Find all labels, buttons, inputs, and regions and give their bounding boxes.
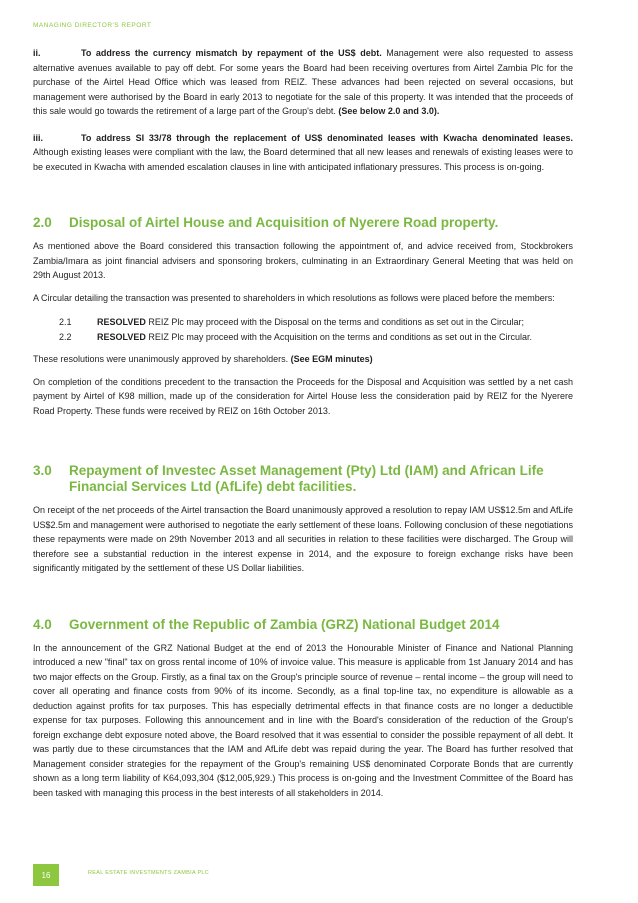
section-2-p3-text: These resolutions were unanimously approved by shareholders.: [33, 354, 291, 364]
item-iii-heading: To address SI 33/78 through the replacement of US$ denominated leases with Kwacha denominated leases.: [81, 132, 573, 143]
resolution-number: 2.1: [59, 317, 72, 327]
item-ii-heading: To address the currency mismatch by repayment of the US$ debt.: [81, 48, 382, 58]
item-ii-paragraph: [33, 46, 573, 119]
resolution-body: REIZ Plc may proceed with the Disposal on the terms and conditions as set out in the Circular;: [145, 317, 525, 327]
resolution-number: 2.2: [59, 331, 72, 342]
running-header: MANAGING DIRECTOR'S REPORT: [33, 22, 152, 29]
section-2-paragraph-3: [33, 352, 573, 367]
item-ii-label: ii.: [33, 48, 41, 58]
resolution-item: [59, 330, 573, 345]
section-4-paragraph-1: In the announcement of the GRZ National Budget at the end of 2013 the Honourable Minister of Finance and National Planning introduced a new "final" tax on gross rental income of 10% of invoice value. This measure is applicable from 1st January 2014 and has two major effects on the Group. Firstly, as a final tax on the Group's principle source of revenue – rental income – the group will need to cover all operating and finance costs from 90% of its income. Secondly, as a final top-line tax, no expenditure is allowable as a deduction against profits for tax purposes. This has especially detrimental effects in that finance costs are no longer a deductible expense for tax purposes. Following this announcement and in line with the Board's consideration of the reduction of the Group's foreign exchange debt exposure noted above, the Board resolved that it was essential to consider the possible repayment of all debt. It was partly due to these circumstances that the IAM and AfLife debt was repaid during the year. The Board has further resolved that Management consider strategies for the repayment of the Group's remaining US$ denominated Corporate Bonds that are currently shown as a long term liability of K64,093,304 ($12,005,929.) This process is on-going and the Investment Committee of the Board has been tasked with managing this process in the best interests of all stakeholders in 2014.: [33, 642, 573, 798]
section-2-heading: [33, 215, 573, 231]
section-2-number: 2.0: [33, 215, 52, 230]
section-2-paragraph-1: As mentioned above the Board considered this transaction following the appointment of, and advice received from, Stockbrokers Zambia/Imara as joint financial advisers and sponsoring brokers, culminating in an Extraordinary General Meeting that was held on 29th August 2013.: [33, 241, 573, 280]
section-2-title: Disposal of Airtel House and Acquisition of Nyerere Road property.: [69, 215, 499, 230]
resolution-text: [97, 330, 573, 345]
section-4-heading: [33, 617, 573, 633]
resolution-body: REIZ Plc may proceed with the Acquisition on the terms and conditions as set out in the Circular.: [145, 331, 533, 342]
resolution-keyword: RESOLVED: [97, 317, 146, 327]
item-ii-ref: (See below 2.0 and 3.0).: [338, 106, 440, 116]
section-2-paragraph-4: On completion of the conditions precedent to the transaction the Proceeds for the Disposal and Acquisition was settled by a net cash payment by Airtel of K98 million, made up of the consideration for Airtel House less the consideration paid by REIZ for the Nyerere Road Property. These funds were received by REIZ on 16th October 2013.: [33, 376, 573, 416]
page-number: 16: [33, 864, 59, 886]
section-4-number: 4.0: [33, 616, 52, 632]
report-body: [33, 46, 573, 800]
section-3-title: Repayment of Investec Asset Management (Pty) Ltd (IAM) and African Life Financial Services Ltd (AfLife) debt facilities.: [69, 463, 544, 494]
resolution-keyword: RESOLVED: [97, 331, 146, 342]
item-iii-label: iii.: [33, 132, 44, 143]
section-4-title: Government of the Republic of Zambia (GRZ) National Budget 2014: [69, 616, 500, 632]
section-2-paragraph-2: A Circular detailing the transaction was presented to shareholders in which resolutions as follows were placed before the members:: [33, 292, 555, 303]
resolutions-list: [59, 315, 573, 344]
section-3-paragraph-1: On receipt of the net proceeds of the Airtel transaction the Board unanimously approved a resolution to repay IAM US$12.5m and AfLife US$2.5m and management were authorised to negotiate the early settlement of these loans. Following conclusion of these negotiations these repayments were made on 29th November 2013 and all securities in relation to these facilities were discharged. The Group will therefore see a substantial reduction in the interest expense in 2014, and the exposure to foreign exchange risks have been significantly mitigated by the settlement of these US Dollar liabilities.: [33, 505, 573, 573]
section-3-number: 3.0: [33, 463, 52, 478]
egm-minutes-ref: (See EGM minutes): [290, 354, 373, 364]
item-ii-body: Management were also requested to assess alternative avenues available to pay off debt. For some years the Board had been receiving overtures from Airtel Zambia Plc for the purchase of the Airtel Head Office which was leased from REIZ. These advances had been rejected on several occasions, but management were authorised by the Board in early 2013 to negotiate for the sale of this property. It was intended that the proceeds of this sale would go towards the retirement of a large part of the Group's debt.: [33, 48, 573, 116]
footer-company: REAL ESTATE INVESTMENTS ZAMBIA PLC: [88, 870, 210, 876]
item-iii-body: Although existing leases were compliant with the law, the Board determined that all new leases and renewals of existing leases were to be executed in Kwacha with amended escalation clauses in line with anticipated inflationary pressures. This process is on-going.: [33, 147, 573, 172]
resolution-item: [59, 315, 573, 330]
section-3-heading: [33, 463, 573, 495]
resolution-text: [97, 315, 573, 330]
item-iii-paragraph: [33, 131, 573, 175]
